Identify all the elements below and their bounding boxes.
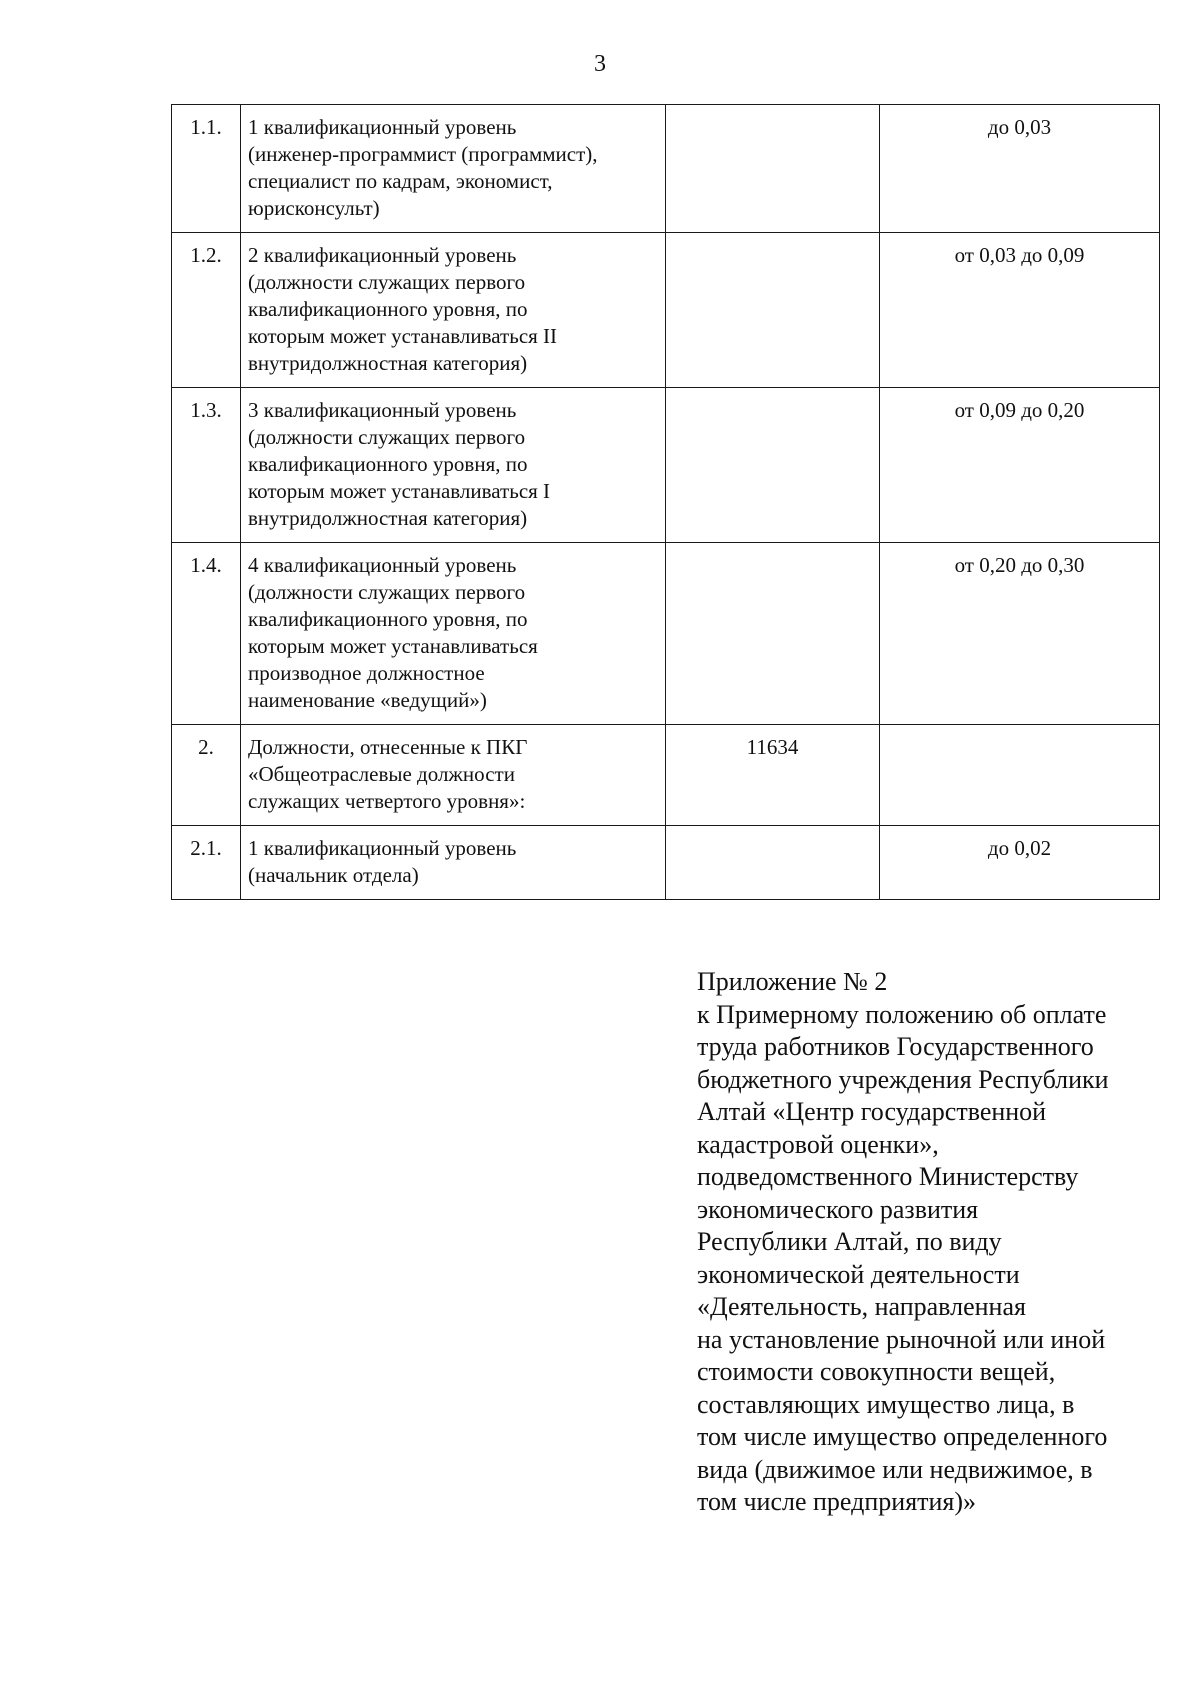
description-line: специалист по кадрам, экономист,: [248, 169, 553, 193]
position-description: [241, 543, 666, 725]
salary-coefficient-table: [171, 104, 1160, 900]
position-description: [241, 233, 666, 388]
page-number: 3: [594, 51, 606, 77]
description-line: квалификационного уровня, по: [248, 297, 528, 321]
appendix-line: подведомственного Министерству: [697, 1162, 1079, 1191]
appendix-line: вида (движимое или недвижимое, в: [697, 1454, 1093, 1484]
appendix-block: [697, 966, 1177, 1519]
salary-cell: [666, 388, 880, 543]
row-number: 1.4.: [172, 543, 241, 725]
coefficient-cell: [880, 725, 1160, 826]
coefficient-cell: до 0,02: [880, 826, 1160, 900]
table-row: [172, 388, 1160, 543]
description-line: производное должностное: [248, 661, 485, 685]
table-body: [172, 105, 1160, 900]
coefficient-cell: от 0,09 до 0,20: [880, 388, 1160, 543]
table-row: [172, 543, 1160, 725]
description-line: служащих четвертого уровня»:: [248, 789, 526, 813]
row-number: 1.1.: [172, 105, 241, 233]
appendix-line: стоимости совокупности вещей,: [697, 1357, 1056, 1386]
description-line: (должности служащих первого: [248, 425, 526, 449]
table-row: [172, 725, 1160, 826]
row-number: 2.: [172, 725, 241, 826]
appendix-line: бюджетного учреждения Республики: [697, 1064, 1109, 1094]
table-row: [172, 826, 1160, 900]
appendix-line: экономической деятельности: [697, 1259, 1020, 1289]
coefficient-cell: от 0,20 до 0,30: [880, 543, 1160, 725]
position-description: [241, 725, 666, 826]
appendix-line: кадастровой оценки»,: [697, 1129, 939, 1159]
salary-cell: [666, 105, 880, 233]
description-line: (начальник отдела): [248, 863, 419, 887]
description-line: (должности служащих первого: [248, 580, 526, 604]
appendix-line: том числе имущество определенного: [697, 1422, 1108, 1451]
appendix-line: труда работников Государственного: [697, 1032, 1094, 1061]
description-line: квалификационного уровня, по: [248, 452, 528, 476]
description-line: которым может устанавливаться II: [248, 324, 558, 348]
description-line: 1 квалификационный уровень: [248, 115, 517, 139]
description-line: юрисконсульт): [248, 196, 380, 220]
appendix-line: к Примерному положению об оплате: [697, 999, 1107, 1029]
row-number: 1.3.: [172, 388, 241, 543]
appendix-line: Республики Алтай, по виду: [697, 1227, 1002, 1256]
row-number: 2.1.: [172, 826, 241, 900]
appendix-line: экономического развития: [697, 1194, 979, 1224]
appendix-line: Алтай «Центр государственной: [697, 1097, 1047, 1126]
table-row: [172, 105, 1160, 233]
description-line: (должности служащих первого: [248, 270, 526, 294]
description-line: 3 квалификационный уровень: [248, 398, 517, 422]
appendix-line: «Деятельность, направленная: [697, 1292, 1026, 1321]
position-description: [241, 826, 666, 900]
description-line: Должности, отнесенные к ПКГ: [248, 735, 528, 759]
description-line: внутридолжностная категория): [248, 351, 528, 375]
description-line: которым может устанавливаться: [248, 634, 538, 658]
position-description: [241, 105, 666, 233]
description-line: наименование «ведущий»): [248, 688, 487, 712]
description-line: внутридолжностная категория): [248, 506, 528, 530]
appendix-title: Приложение № 2: [697, 967, 888, 996]
description-line: которым может устанавливаться I: [248, 479, 551, 503]
appendix-line: том числе предприятия)»: [697, 1487, 977, 1516]
salary-cell: 11634: [666, 725, 880, 826]
description-line: «Общеотраслевые должности: [248, 762, 515, 786]
description-line: 4 квалификационный уровень: [248, 553, 517, 577]
description-line: 2 квалификационный уровень: [248, 243, 517, 267]
salary-cell: [666, 233, 880, 388]
salary-cell: [666, 543, 880, 725]
coefficient-cell: от 0,03 до 0,09: [880, 233, 1160, 388]
salary-cell: [666, 826, 880, 900]
description-line: 1 квалификационный уровень: [248, 836, 517, 860]
appendix-line: составляющих имущество лица, в: [697, 1389, 1075, 1419]
description-line: (инженер-программист (программист),: [248, 142, 598, 166]
row-number: 1.2.: [172, 233, 241, 388]
table-row: [172, 233, 1160, 388]
position-description: [241, 388, 666, 543]
description-line: квалификационного уровня, по: [248, 607, 528, 631]
appendix-line: на установление рыночной или иной: [697, 1324, 1106, 1354]
coefficient-cell: до 0,03: [880, 105, 1160, 233]
